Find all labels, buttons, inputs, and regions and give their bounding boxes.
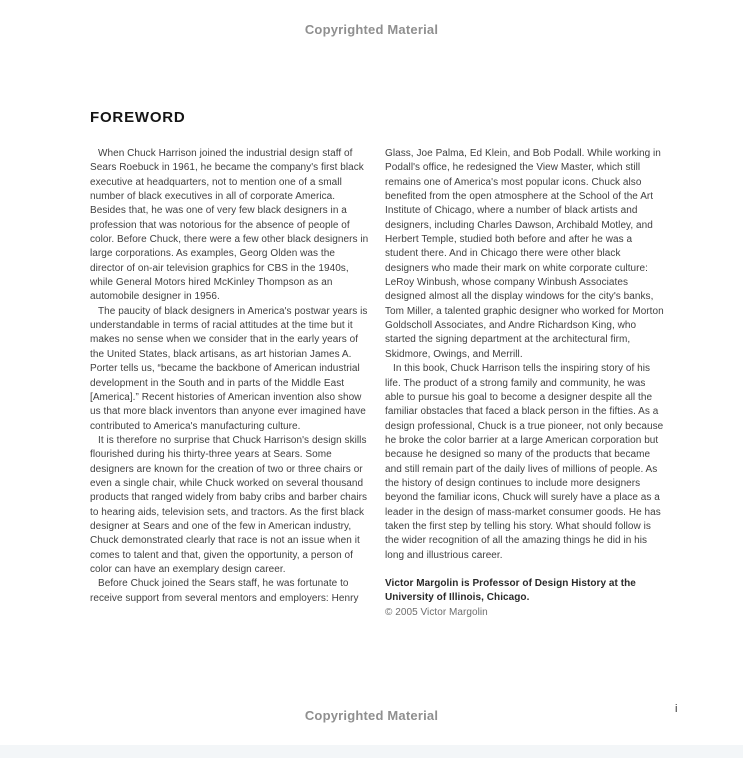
left-paragraph-2: The paucity of black designers in America's postwar years is understandable in terms of racial attitudes at the time but it makes no sense when we consider that in the early years of the United States, black artisans, as art historian James A. Porter tells us, “became the backbone of American industrial development in the South and in parts of the Middle East [America].” Recent histories of American invention also show us that more black inventors than anyone ever imagined have contributed to America's manufacturing culture. — [90, 305, 368, 432]
header-copyright-notice: Copyrighted Material — [304, 22, 439, 37]
left-paragraph-1: When Chuck Harrison joined the industrial design staff of Sears Roebuck in 1961, he became the company's first black executive at headquarters, not to mention one of a small number of black executives in all of corporate America. Besides that, he was one of very few black designers in a profession that was notorious for the absence of people of color. Before Chuck, there were a few other black designers in large corporations. As examples, Georg Olden was the director of on-air television graphics for CBS in the 1940s, while General Motors hired McKinley Thompson as an automobile designer in 1956. — [90, 148, 369, 303]
author-copyright-line: © 2005 Victor Margolin — [385, 606, 488, 618]
right-column — [385, 147, 666, 620]
right-paragraph-2: In this book, Chuck Harrison tells the inspiring story of his life. The product of a strong family and community, he was able to pursue his goal to become a designer despite all the familiar obstacles that faced a black person in the fifties. As a design professional, Chuck is a true pioneer, not only because he broke the color barrier at a large American corporation but because he designed so many of the products that became and still remain part of the daily lives of millions of people. As the history of design continues to include more designers beyond the familiar icons, Chuck will surely have a place as a leader in the design of mass-market consumer goods. He has taken the first step by telling his story. What should follow is the wider recognition of all the amazing things he did in his long and illustrious career. — [385, 363, 664, 561]
left-paragraph-4: Before Chuck joined the Sears staff, he was fortunate to receive support from several mentors and employers: Henry — [90, 578, 359, 604]
page-title: FOREWORD — [90, 109, 186, 126]
text-columns — [90, 147, 666, 620]
right-paragraph-1: Glass, Joe Palma, Ed Klein, and Bob Podall. While working in Podall's office, he redesigned the View Master, which still remains one of America's most popular icons. Chuck also benefited from the open atmosphere at the School of the Art Institute of Chicago, where a number of black artists and designers, including Charles Dawson, Archibald Motley, and Herbert Temple, studied both before and after he was a student there. And in Chicago there were other black designers who made their mark on white corporate culture: LeRoy Winbush, whose company Winbush Associates designed almost all the display windows for the city's banks, Tom Miller, a talented graphic designer who worked for Morton Goldscholl Associates, and Andre Richardson King, who started the signing department at the architectural firm, Skidmore, Owings, and Merrill. — [385, 148, 664, 360]
footer-copyright-notice: Copyrighted Material — [304, 708, 439, 723]
left-paragraph-3: It is therefore no surprise that Chuck Harrison's design skills flourished during his thirty-three years at Sears. Some designers are known for the creation of two or three chairs or even a single chair, while Chuck worked on several thousand products that ranged widely from baby cribs and barber chairs to hearing aids, television sets, and tractors. As the first black designer at Sears and one of the few in American industry, Chuck demonstrated clearly that race is not an issue when it comes to talent and that, given the opportunity, a person of color can have an exemplary design career. — [90, 434, 368, 575]
author-attribution: Victor Margolin is Professor of Design History at the University of Illinois, Chicago. — [385, 577, 636, 604]
page-number: i — [675, 703, 678, 715]
bottom-strip — [0, 745, 743, 758]
left-column — [90, 147, 371, 620]
